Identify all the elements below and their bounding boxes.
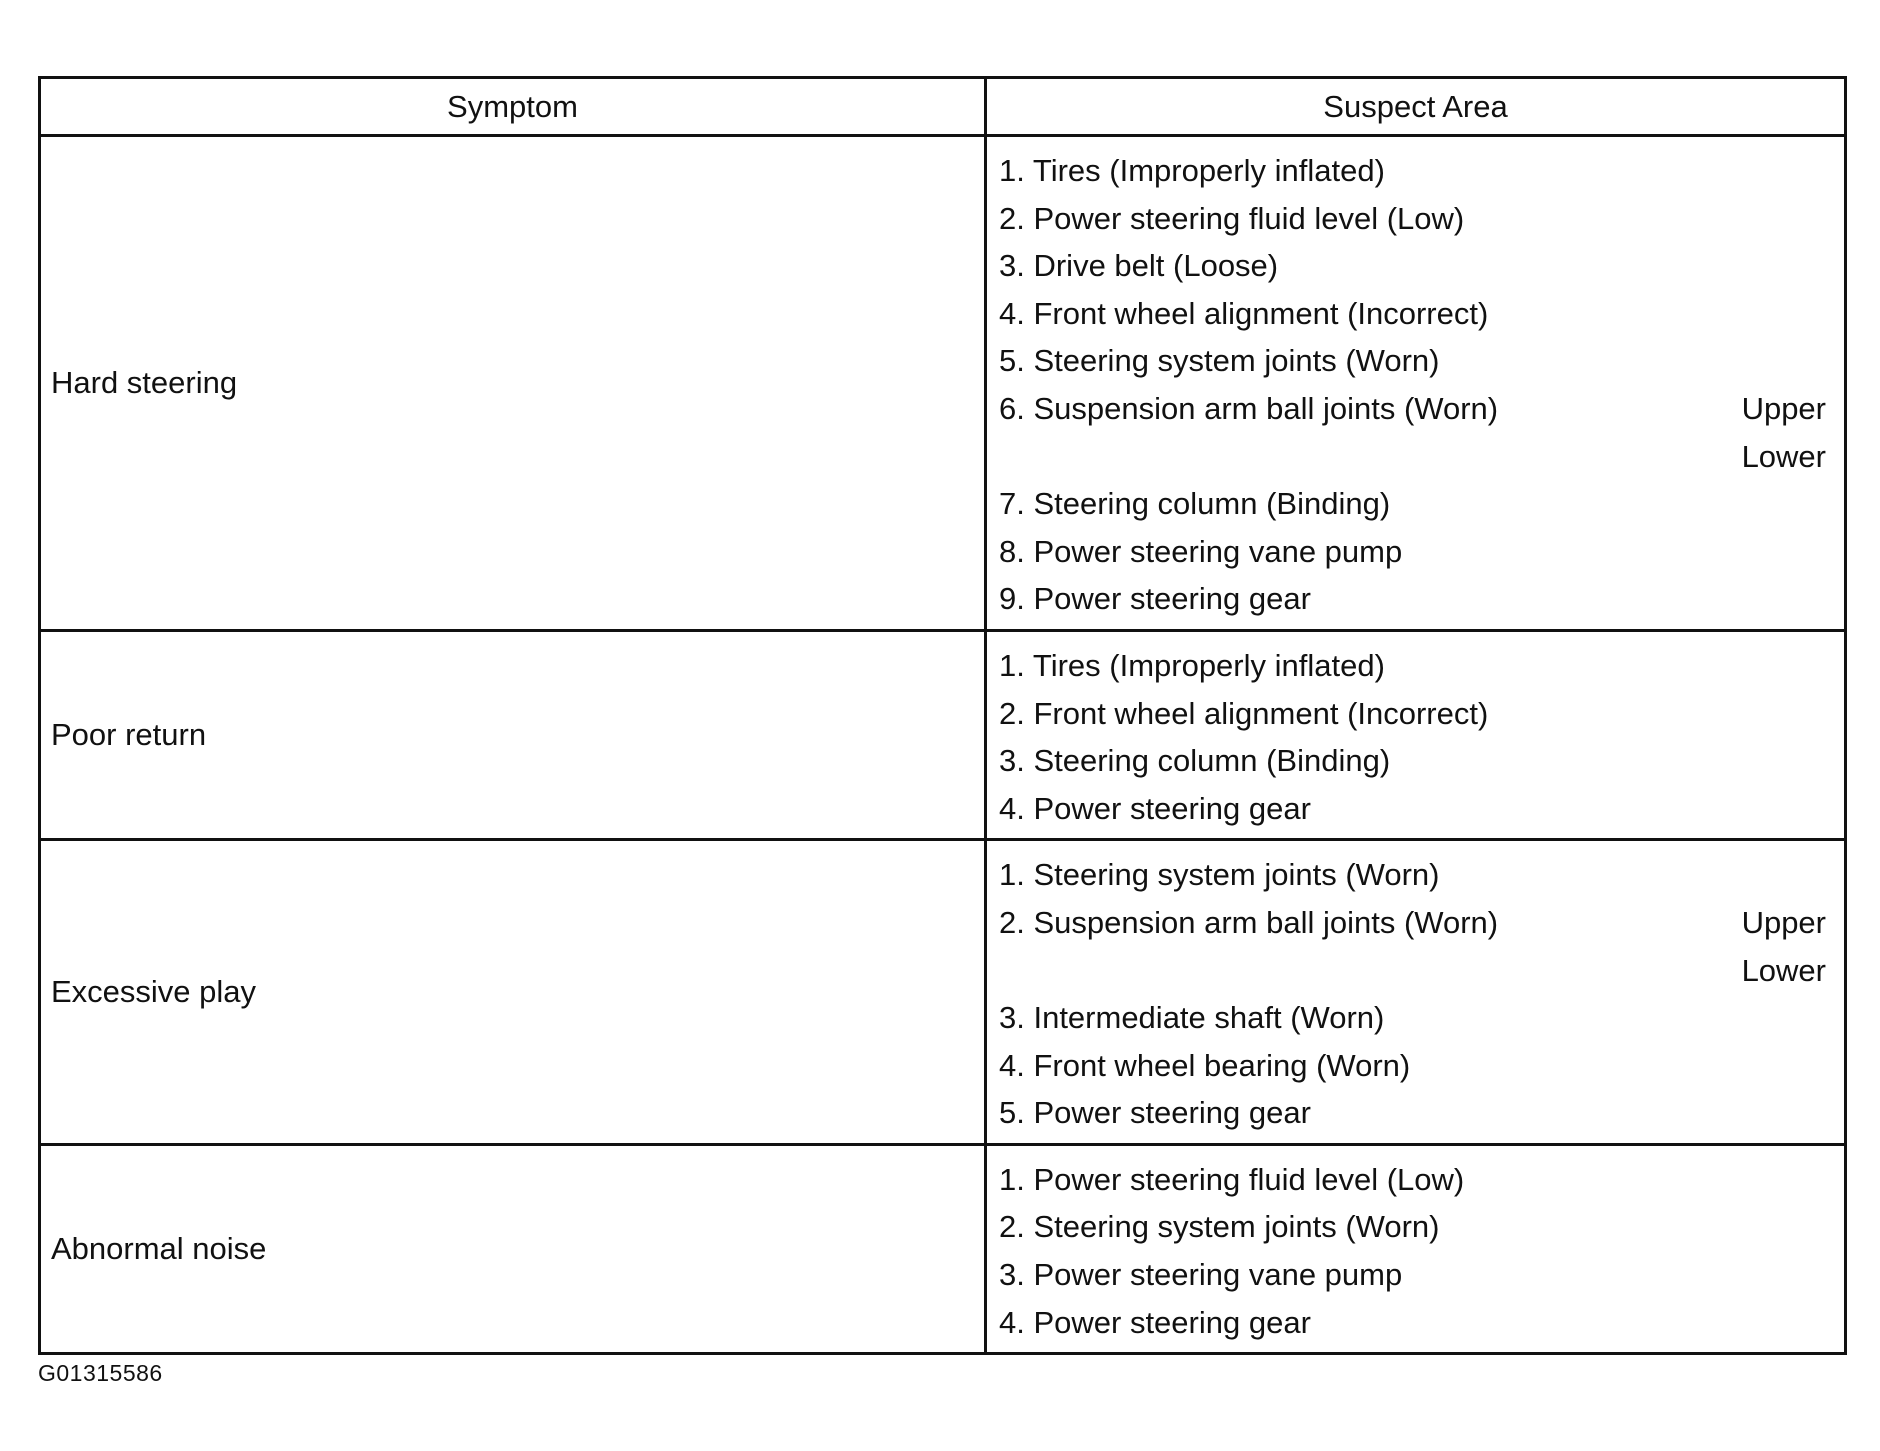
suspect-item-text: 2. Suspension arm ball joints (Worn): [999, 904, 1499, 940]
suspect-item: [999, 851, 1826, 899]
suspect-item-text: 2. Steering system joints (Worn): [999, 1209, 1440, 1245]
suspect-area-column-header: Suspect Area: [986, 78, 1846, 136]
suspect-item-text: 7. Steering column (Binding): [999, 486, 1391, 522]
suspect-area-cell: [986, 840, 1846, 1145]
suspect-area-cell: [986, 1144, 1846, 1353]
suspect-item: [999, 690, 1826, 738]
suspect-item-text: 9. Power steering gear: [999, 581, 1311, 617]
suspect-item-position-note: Upper: [1741, 390, 1826, 426]
suspect-item: [999, 385, 1826, 433]
table-row: [40, 840, 1846, 1145]
suspect-item: [999, 1042, 1826, 1090]
suspect-item-text: 3. Steering column (Binding): [999, 743, 1391, 779]
suspect-item: [999, 480, 1826, 528]
suspect-item: [999, 947, 1826, 995]
suspect-item: [999, 528, 1826, 576]
suspect-item: [999, 1203, 1826, 1251]
table-body: [40, 136, 1846, 1354]
suspect-item-text: 4. Power steering gear: [999, 790, 1311, 826]
suspect-item-text: 8. Power steering vane pump: [999, 533, 1403, 569]
symptom-cell: Poor return: [40, 630, 986, 839]
symptom-column-header: Symptom: [40, 78, 986, 136]
symptom-cell: Abnormal noise: [40, 1144, 986, 1353]
symptom-cell: Excessive play: [40, 840, 986, 1145]
suspect-item-position-note: Upper: [1741, 904, 1826, 940]
suspect-item-text: 1. Steering system joints (Worn): [999, 857, 1440, 893]
suspect-item-text: 3. Power steering vane pump: [999, 1257, 1403, 1293]
suspect-item-text: 3. Intermediate shaft (Worn): [999, 1000, 1385, 1036]
suspect-item: [999, 147, 1826, 195]
suspect-item: [999, 899, 1826, 947]
suspect-item-text: 2. Front wheel alignment (Incorrect): [999, 695, 1489, 731]
suspect-item-text: 4. Power steering gear: [999, 1304, 1311, 1340]
suspect-item-position-note: Lower: [1741, 438, 1826, 474]
suspect-item-text: 1. Tires (Improperly inflated): [999, 647, 1385, 683]
suspect-item-position-note: Lower: [1741, 952, 1826, 988]
suspect-item: [999, 433, 1826, 481]
suspect-item-text: 2. Power steering fluid level (Low): [999, 200, 1465, 236]
suspect-item: [999, 737, 1826, 785]
suspect-item-text: 1. Power steering fluid level (Low): [999, 1161, 1465, 1197]
suspect-item-text: 4. Front wheel bearing (Worn): [999, 1047, 1411, 1083]
suspect-item: [999, 642, 1826, 690]
suspect-item: [999, 242, 1826, 290]
suspect-item: [999, 1251, 1826, 1299]
suspect-area-cell: [986, 136, 1846, 631]
diagnosis-table: [38, 76, 1847, 1355]
suspect-item: [999, 994, 1826, 1042]
suspect-item: [999, 575, 1826, 623]
suspect-item-text: 6. Suspension arm ball joints (Worn): [999, 390, 1499, 426]
suspect-item-text: 3. Drive belt (Loose): [999, 248, 1279, 284]
suspect-item: [999, 337, 1826, 385]
table-header-row: [40, 78, 1846, 136]
suspect-item: [999, 1299, 1826, 1347]
figure-id: G01315586: [38, 1360, 163, 1386]
symptom-cell: Hard steering: [40, 136, 986, 631]
suspect-item: [999, 195, 1826, 243]
suspect-area-cell: [986, 630, 1846, 839]
suspect-item-text: 4. Front wheel alignment (Incorrect): [999, 295, 1489, 331]
suspect-item: [999, 1089, 1826, 1137]
suspect-item: [999, 785, 1826, 833]
suspect-item-text: 1. Tires (Improperly inflated): [999, 153, 1385, 188]
table-row: [40, 630, 1846, 839]
suspect-item-text: 5. Steering system joints (Worn): [999, 343, 1440, 379]
table-row: [40, 136, 1846, 631]
suspect-item-text: 5. Power steering gear: [999, 1095, 1311, 1131]
suspect-item: [999, 1156, 1826, 1204]
table-row: [40, 1144, 1846, 1353]
suspect-item: [999, 290, 1826, 338]
